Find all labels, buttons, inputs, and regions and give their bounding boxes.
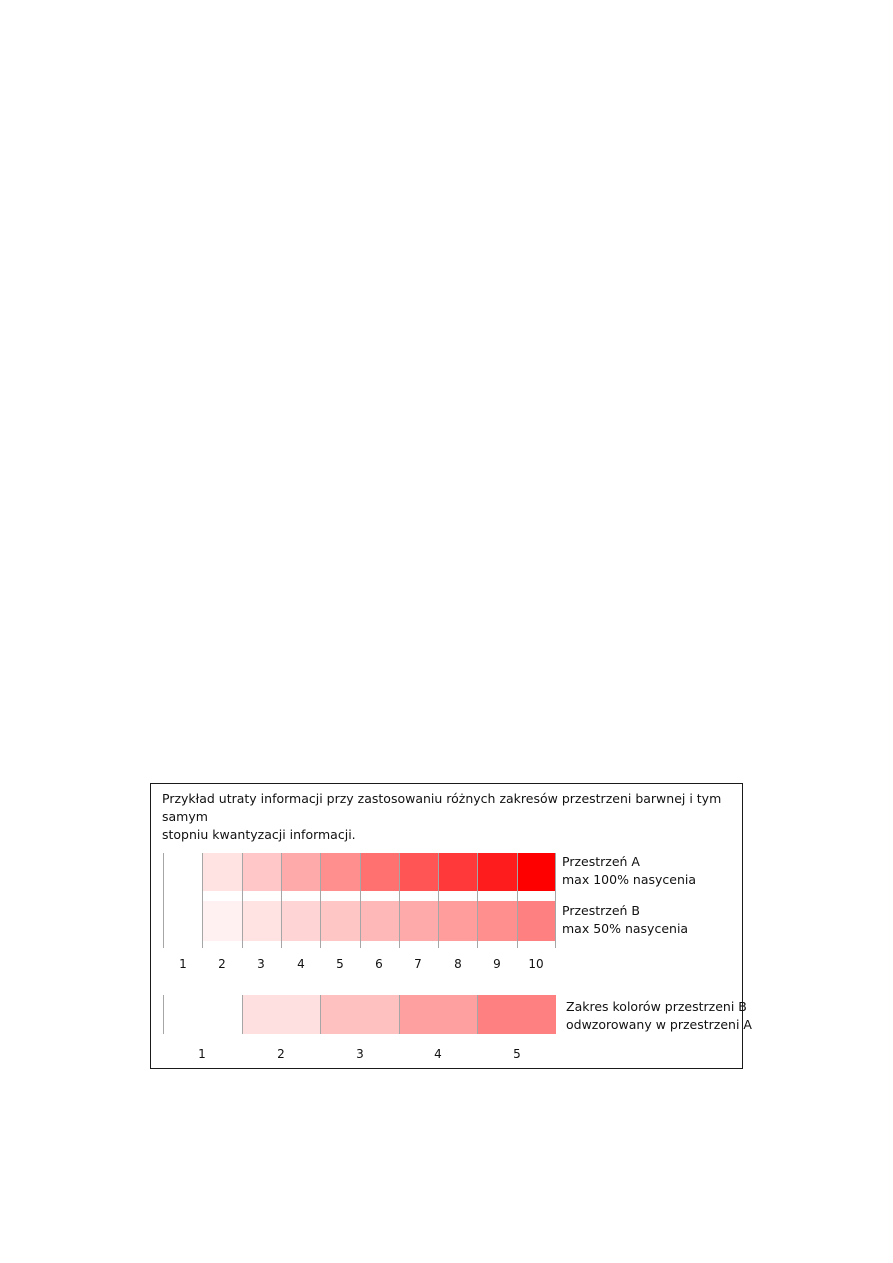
space-step-number: 7 xyxy=(414,957,422,971)
space-b-swatch xyxy=(517,901,556,941)
space-step-divider xyxy=(163,853,164,948)
mapped-step-divider xyxy=(320,995,321,1034)
space-b-swatch xyxy=(360,901,399,941)
space-step-divider xyxy=(555,853,556,948)
mapped-step-divider xyxy=(242,995,243,1034)
space-step-divider xyxy=(438,853,439,948)
space-a-swatch xyxy=(202,853,242,891)
caption-line-1: Przykład utraty informacji przy zastosowaniu różnych zakresów przestrzeni barwnej i tym samym xyxy=(162,791,722,824)
space-a-swatch xyxy=(438,853,477,891)
mapped-swatch xyxy=(163,995,242,1034)
mapped-swatch xyxy=(320,995,399,1034)
mapped-label xyxy=(566,998,752,1034)
space-b-swatch xyxy=(163,901,202,941)
space-step-number: 5 xyxy=(336,957,344,971)
space-step-number: 4 xyxy=(297,957,305,971)
space-step-divider xyxy=(202,853,203,948)
mapped-step-divider xyxy=(477,995,478,1034)
space-b-subtitle: max 50% nasycenia xyxy=(562,921,689,936)
space-a-swatch xyxy=(517,853,556,891)
space-b-swatch xyxy=(477,901,517,941)
space-a-swatch xyxy=(360,853,399,891)
mapped-step-divider xyxy=(399,995,400,1034)
space-b-swatch xyxy=(438,901,477,941)
mapped-swatch xyxy=(477,995,556,1034)
space-b-swatch xyxy=(320,901,360,941)
mapped-step-number: 4 xyxy=(434,1047,442,1061)
space-a-swatch xyxy=(281,853,320,891)
mapped-step-number: 5 xyxy=(513,1047,521,1061)
space-step-divider xyxy=(477,853,478,948)
space-b-label xyxy=(562,902,688,938)
mapped-step-divider xyxy=(163,995,164,1034)
space-a-swatch xyxy=(399,853,438,891)
space-step-number: 2 xyxy=(218,957,226,971)
space-a-swatch xyxy=(320,853,360,891)
caption-line-2: stopniu kwantyzacji informacji. xyxy=(162,827,356,842)
space-step-number: 3 xyxy=(257,957,265,971)
space-b-title: Przestrzeń B xyxy=(562,903,640,918)
space-step-number: 10 xyxy=(528,957,544,971)
space-a-label xyxy=(562,853,696,889)
mapped-swatch xyxy=(242,995,320,1034)
space-step-divider xyxy=(281,853,282,948)
space-step-divider xyxy=(242,853,243,948)
space-a-title: Przestrzeń A xyxy=(562,854,640,869)
space-b-swatch xyxy=(242,901,281,941)
space-a-swatch xyxy=(163,853,202,891)
mapped-step-number: 2 xyxy=(277,1047,285,1061)
space-step-number: 6 xyxy=(375,957,383,971)
space-step-divider xyxy=(517,853,518,948)
space-a-swatch xyxy=(477,853,517,891)
space-b-swatch xyxy=(281,901,320,941)
mapped-step-number: 3 xyxy=(356,1047,364,1061)
mapped-subtitle: odwzorowany w przestrzeni A xyxy=(566,1017,752,1032)
figure-caption xyxy=(162,790,732,844)
space-step-number: 1 xyxy=(179,957,187,971)
mapped-step-number: 1 xyxy=(198,1047,206,1061)
space-step-number: 9 xyxy=(493,957,501,971)
space-step-divider xyxy=(399,853,400,948)
space-a-swatch xyxy=(242,853,281,891)
space-step-divider xyxy=(360,853,361,948)
mapped-swatch xyxy=(399,995,477,1034)
space-step-number: 8 xyxy=(454,957,462,971)
space-b-swatch xyxy=(399,901,438,941)
space-b-swatch xyxy=(202,901,242,941)
mapped-title: Zakres kolorów przestrzeni B xyxy=(566,999,747,1014)
space-step-divider xyxy=(320,853,321,948)
space-a-subtitle: max 100% nasycenia xyxy=(562,872,697,887)
